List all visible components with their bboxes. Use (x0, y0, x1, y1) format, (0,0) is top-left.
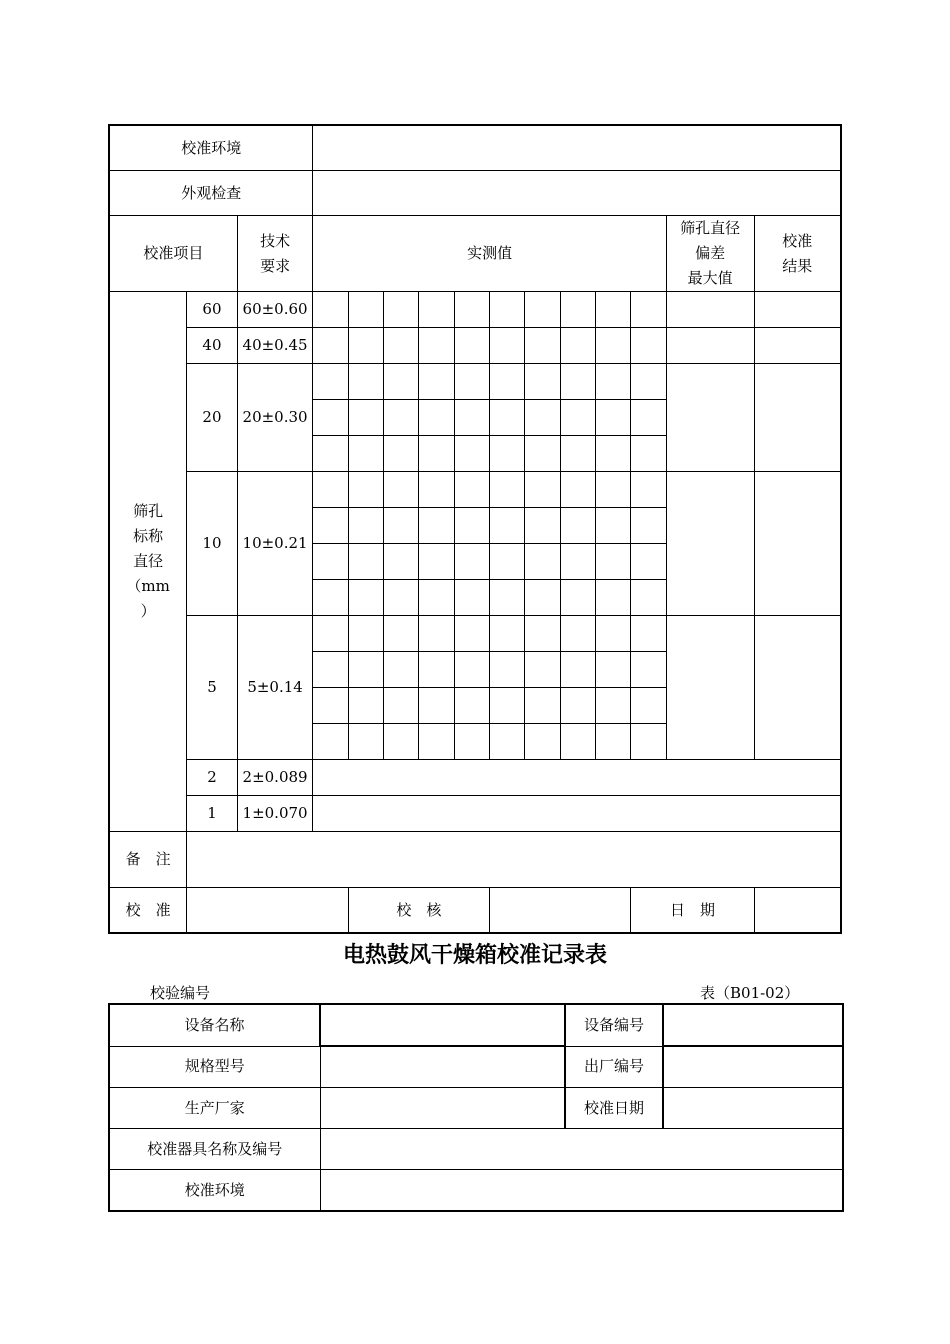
measured-cell[interactable] (525, 328, 560, 364)
measured-cell[interactable] (313, 508, 348, 544)
sign-date-value[interactable] (754, 888, 841, 934)
measured-cell[interactable] (348, 436, 383, 472)
measured-cell[interactable] (631, 724, 666, 760)
measured-cell[interactable] (631, 400, 666, 436)
appearance-value-cell[interactable] (313, 171, 841, 216)
measured-cell[interactable] (384, 328, 419, 364)
measured-cell[interactable] (454, 616, 489, 652)
measured-cell[interactable] (313, 616, 348, 652)
measured-cell[interactable] (596, 472, 631, 508)
tech-requirement: 20±0.30 (237, 364, 313, 472)
measured-cell[interactable] (454, 400, 489, 436)
measured-cell[interactable] (454, 652, 489, 688)
measured-cell[interactable] (560, 580, 595, 616)
measured-cell[interactable] (490, 436, 525, 472)
measured-cell[interactable] (525, 364, 560, 400)
measured-cell[interactable] (596, 400, 631, 436)
measured-cell[interactable] (384, 544, 419, 580)
measured-cell[interactable] (525, 688, 560, 724)
row-group-label: 筛孔 标称 直径 （mm ） (109, 292, 187, 832)
measured-cell[interactable] (560, 400, 595, 436)
measured-cell[interactable] (490, 652, 525, 688)
max-dev-cell[interactable] (666, 292, 754, 328)
measured-cell[interactable] (490, 580, 525, 616)
measured-cell[interactable] (560, 724, 595, 760)
measured-cell[interactable] (631, 328, 666, 364)
measured-cell[interactable] (596, 580, 631, 616)
measured-cell[interactable] (348, 652, 383, 688)
manufacturer-value[interactable] (320, 1088, 565, 1129)
measured-cell[interactable] (384, 508, 419, 544)
measured-cell[interactable] (384, 400, 419, 436)
max-dev-cell[interactable] (666, 472, 754, 616)
measured-cell[interactable] (313, 328, 348, 364)
sign-calibrate-label: 校 准 (109, 888, 187, 934)
sieve-calibration-table (108, 124, 842, 934)
measured-cell[interactable] (596, 328, 631, 364)
calib-date-value[interactable] (663, 1088, 843, 1129)
device-name-label: 设备名称 (109, 1004, 320, 1046)
measured-cell[interactable] (348, 508, 383, 544)
device-no-value[interactable] (663, 1004, 843, 1046)
measured-cell[interactable] (596, 292, 631, 328)
measured-cell[interactable] (490, 724, 525, 760)
measured-cell[interactable] (631, 544, 666, 580)
env2-label: 校准环境 (109, 1170, 320, 1212)
measured-wide-cell[interactable] (313, 760, 841, 796)
measured-cell[interactable] (560, 292, 595, 328)
measured-cell[interactable] (454, 688, 489, 724)
measured-cell[interactable] (454, 580, 489, 616)
result-cell[interactable] (754, 616, 841, 760)
result-cell[interactable] (754, 364, 841, 472)
nominal-size: 5 (187, 616, 237, 760)
max-dev-cell[interactable] (666, 364, 754, 472)
header-tech-req: 技术 要求 (237, 216, 313, 292)
measured-cell[interactable] (490, 616, 525, 652)
measured-cell[interactable] (525, 580, 560, 616)
measured-cell[interactable] (490, 400, 525, 436)
measured-cell[interactable] (384, 472, 419, 508)
nominal-size: 1 (187, 796, 237, 832)
measured-cell[interactable] (384, 616, 419, 652)
device-name-value[interactable] (320, 1004, 565, 1046)
measured-cell[interactable] (419, 292, 454, 328)
sign-review-label: 校 核 (348, 888, 489, 934)
measured-cell[interactable] (490, 508, 525, 544)
measured-cell[interactable] (348, 688, 383, 724)
measured-cell[interactable] (631, 508, 666, 544)
tech-requirement: 5±0.14 (237, 616, 313, 760)
remark-label: 备 注 (109, 832, 187, 888)
measured-cell[interactable] (560, 472, 595, 508)
measured-cell[interactable] (348, 400, 383, 436)
measured-cell[interactable] (384, 364, 419, 400)
measured-cell[interactable] (631, 472, 666, 508)
measured-cell[interactable] (348, 580, 383, 616)
measured-cell[interactable] (348, 292, 383, 328)
measured-cell[interactable] (348, 328, 383, 364)
form-title: 电热鼓风干燥箱校准记录表 (342, 943, 607, 968)
instrument-label: 校准器具名称及编号 (109, 1129, 320, 1170)
measured-cell[interactable] (596, 688, 631, 724)
sign-review-value[interactable] (490, 888, 631, 934)
tech-requirement: 2±0.089 (237, 760, 313, 796)
measured-cell[interactable] (419, 724, 454, 760)
measured-cell[interactable] (313, 724, 348, 760)
measured-cell[interactable] (419, 436, 454, 472)
calib-date-label: 校准日期 (565, 1088, 663, 1129)
measured-cell[interactable] (419, 652, 454, 688)
measured-cell[interactable] (631, 616, 666, 652)
measured-cell[interactable] (348, 472, 383, 508)
measured-cell[interactable] (525, 400, 560, 436)
header-item: 校准项目 (109, 216, 237, 292)
env-label: 校准环境 (109, 125, 313, 171)
measured-cell[interactable] (313, 364, 348, 400)
measured-cell[interactable] (525, 292, 560, 328)
measured-cell[interactable] (419, 544, 454, 580)
measured-cell[interactable] (596, 508, 631, 544)
result-cell[interactable] (754, 472, 841, 616)
measured-cell[interactable] (525, 508, 560, 544)
measured-cell[interactable] (348, 616, 383, 652)
measured-cell[interactable] (454, 544, 489, 580)
measured-cell[interactable] (313, 688, 348, 724)
measured-cell[interactable] (454, 292, 489, 328)
measured-cell[interactable] (490, 364, 525, 400)
sign-date-label: 日 期 (631, 888, 754, 934)
measured-cell[interactable] (490, 292, 525, 328)
model-value[interactable] (320, 1046, 565, 1088)
manufacturer-label: 生产厂家 (109, 1088, 320, 1129)
instrument-value[interactable] (320, 1129, 843, 1170)
measured-cell[interactable] (313, 436, 348, 472)
measured-cell[interactable] (313, 652, 348, 688)
measured-cell[interactable] (348, 544, 383, 580)
max-dev-cell[interactable] (666, 328, 754, 364)
measured-cell[interactable] (419, 472, 454, 508)
measured-cell[interactable] (631, 688, 666, 724)
result-cell[interactable] (754, 328, 841, 364)
measured-cell[interactable] (348, 724, 383, 760)
measured-cell[interactable] (560, 364, 595, 400)
measured-cell[interactable] (525, 472, 560, 508)
measured-cell[interactable] (454, 472, 489, 508)
max-dev-cell[interactable] (666, 616, 754, 760)
measured-cell[interactable] (560, 652, 595, 688)
measured-cell[interactable] (384, 724, 419, 760)
header-max-dev: 筛孔直径 偏差 最大值 (666, 216, 754, 292)
measured-cell[interactable] (560, 688, 595, 724)
measured-cell[interactable] (490, 328, 525, 364)
measured-cell[interactable] (560, 508, 595, 544)
nominal-size: 60 (187, 292, 237, 328)
measured-cell[interactable] (490, 472, 525, 508)
header-measured: 实测值 (313, 216, 666, 292)
measured-cell[interactable] (525, 616, 560, 652)
measured-cell[interactable] (596, 616, 631, 652)
measured-cell[interactable] (560, 328, 595, 364)
model-label: 规格型号 (109, 1046, 320, 1088)
inspection-number (150, 982, 326, 1004)
measured-cell[interactable] (596, 364, 631, 400)
measured-cell[interactable] (525, 544, 560, 580)
nominal-size: 20 (187, 364, 237, 472)
measured-cell[interactable] (525, 724, 560, 760)
measured-cell[interactable] (525, 436, 560, 472)
measured-cell[interactable] (384, 580, 419, 616)
measured-cell[interactable] (419, 688, 454, 724)
measured-cell[interactable] (560, 544, 595, 580)
measured-cell[interactable] (419, 508, 454, 544)
measured-cell[interactable] (631, 652, 666, 688)
measured-cell[interactable] (525, 652, 560, 688)
tech-requirement: 40±0.45 (237, 328, 313, 364)
sign-calibrate-value[interactable] (187, 888, 349, 934)
measured-cell[interactable] (560, 436, 595, 472)
measured-cell[interactable] (454, 436, 489, 472)
tech-requirement: 10±0.21 (237, 472, 313, 616)
factory-no-label: 出厂编号 (565, 1046, 663, 1088)
measured-cell[interactable] (454, 508, 489, 544)
device-no-label: 设备编号 (565, 1004, 663, 1046)
measured-cell[interactable] (454, 724, 489, 760)
tech-requirement: 60±0.60 (237, 292, 313, 328)
appearance-label: 外观检查 (109, 171, 313, 216)
inspection-number-field[interactable] (210, 987, 326, 1004)
measured-cell[interactable] (631, 364, 666, 400)
measured-cell[interactable] (348, 364, 383, 400)
nominal-size: 40 (187, 328, 237, 364)
factory-no-value[interactable] (663, 1046, 843, 1088)
dryer-calibration-table (108, 1003, 844, 1212)
measured-cell[interactable] (384, 688, 419, 724)
measured-cell[interactable] (454, 328, 489, 364)
measured-cell[interactable] (490, 688, 525, 724)
env-value-cell[interactable] (313, 125, 841, 171)
measured-cell[interactable] (490, 544, 525, 580)
inspection-number-label: 校验编号 (150, 984, 211, 1002)
measured-cell[interactable] (596, 652, 631, 688)
measured-cell[interactable] (560, 616, 595, 652)
measured-cell[interactable] (313, 544, 348, 580)
measured-cell[interactable] (313, 292, 348, 328)
form-code: 表（B01-02） (700, 984, 800, 1002)
measured-cell[interactable] (384, 436, 419, 472)
measured-cell[interactable] (631, 580, 666, 616)
measured-cell[interactable] (596, 544, 631, 580)
tech-requirement: 1±0.070 (237, 796, 313, 832)
measured-cell[interactable] (596, 724, 631, 760)
measured-cell[interactable] (419, 328, 454, 364)
measured-cell[interactable] (596, 436, 631, 472)
header-result: 校准 结果 (754, 216, 841, 292)
measured-cell[interactable] (454, 364, 489, 400)
measured-cell[interactable] (313, 472, 348, 508)
measured-cell[interactable] (313, 580, 348, 616)
measured-cell[interactable] (631, 436, 666, 472)
remark-value[interactable] (187, 832, 841, 888)
measured-cell[interactable] (419, 364, 454, 400)
measured-cell[interactable] (313, 400, 348, 436)
result-cell[interactable] (754, 292, 841, 328)
measured-cell[interactable] (419, 400, 454, 436)
measured-cell[interactable] (419, 580, 454, 616)
measured-cell[interactable] (419, 616, 454, 652)
env2-value[interactable] (320, 1170, 843, 1212)
measured-cell[interactable] (384, 652, 419, 688)
nominal-size: 2 (187, 760, 237, 796)
measured-cell[interactable] (631, 292, 666, 328)
measured-wide-cell[interactable] (313, 796, 841, 832)
nominal-size: 10 (187, 472, 237, 616)
measured-cell[interactable] (384, 292, 419, 328)
